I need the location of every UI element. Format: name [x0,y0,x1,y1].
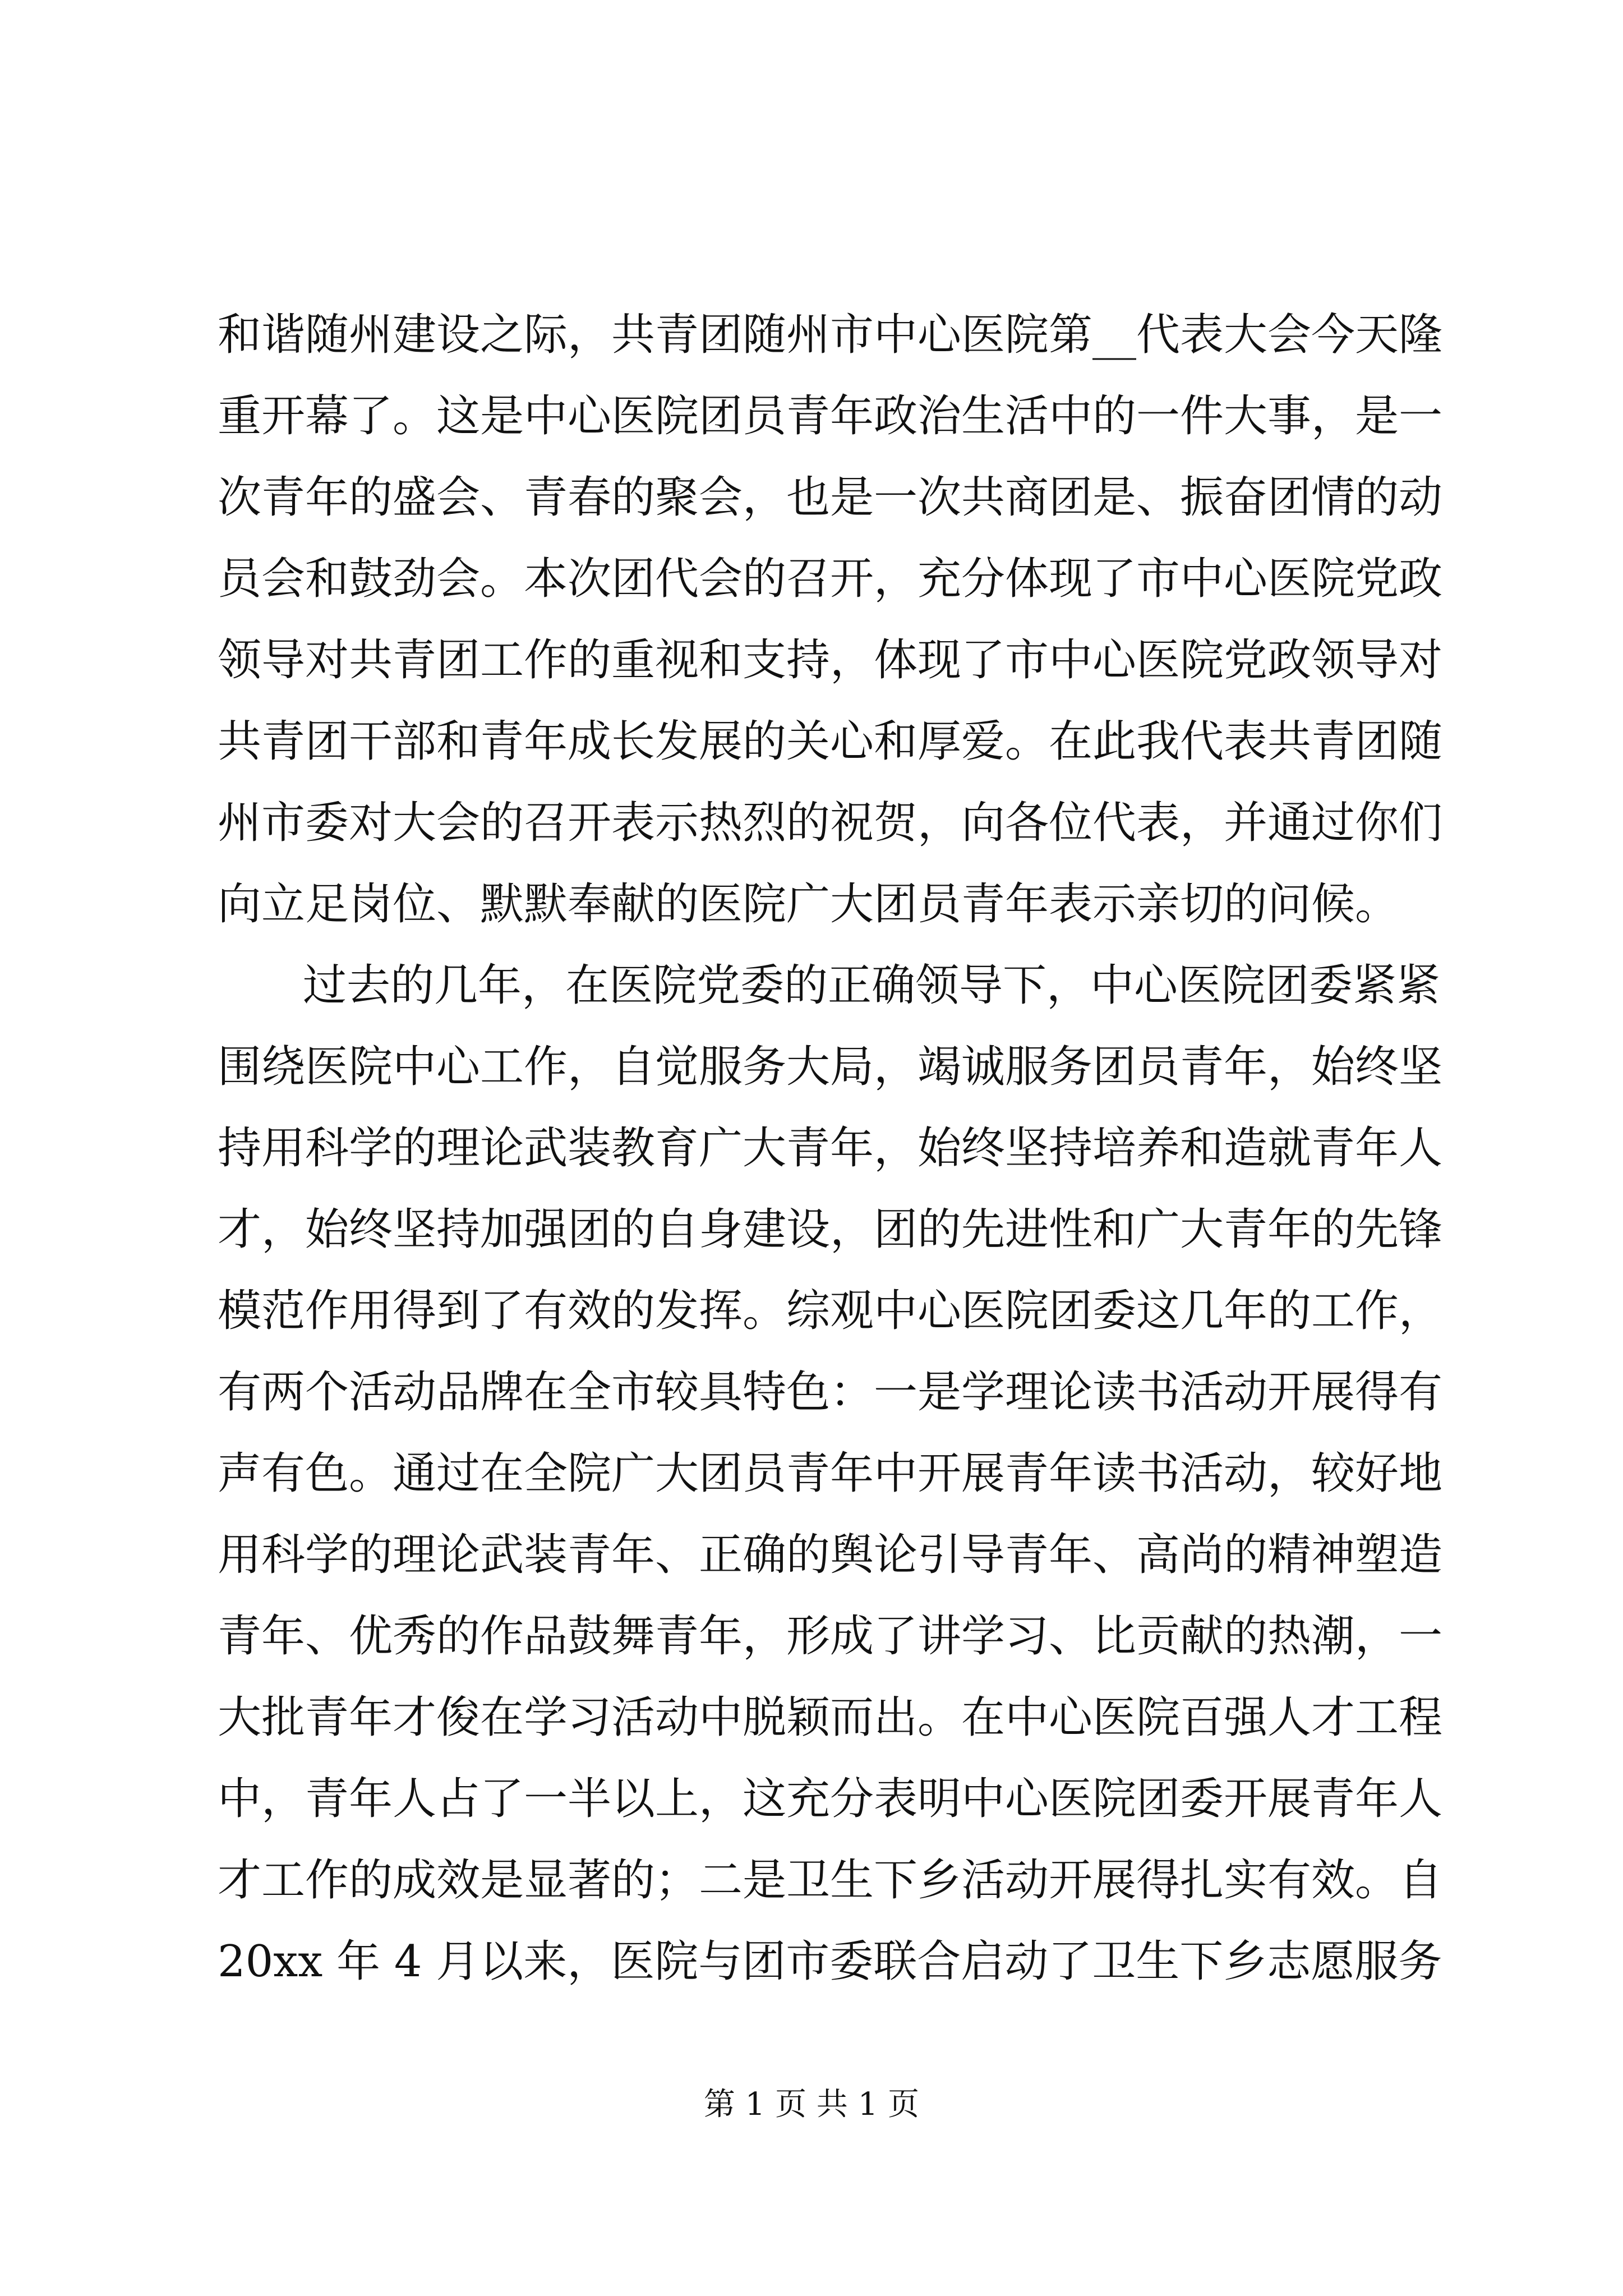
text-line: 青年、优秀的作品鼓舞青年，形成了讲学习、比贡献的热潮，一 [218,1611,1443,1662]
text-line: 领导对共青团工作的重视和支持，体现了市中心医院党政领导对 [218,635,1443,685]
document-body [218,295,1443,2003]
text-line: 用科学的理论武装青年、正确的舆论引导青年、高尚的精神塑造 [218,1530,1443,1580]
text-line: 和谐随州建设之际，共青团随州市中心医院第__代表大会今天隆 [218,310,1443,360]
text-line: 次青年的盛会、青春的聚会，也是一次共商团是、振奋团情的动 [218,472,1443,523]
text-line: 向立足岗位、默默奉献的医院广大团员青年表示亲切的问候。 [218,879,1399,930]
text-line: 才工作的成效是显著的；二是卫生下乡活动开展得扎实有效。自 [218,1855,1443,1906]
text-line: 大批青年才俊在学习活动中脱颖而出。在中心医院百强人才工程 [218,1692,1443,1743]
text-line: 中，青年人占了一半以上，这充分表明中心医院团委开展青年人 [218,1774,1443,1824]
text-line: 才，始终坚持加强团的自身建设，团的先进性和广大青年的先锋 [218,1204,1443,1255]
text-line: 州市委对大会的召开表示热烈的祝贺，向各位代表，并通过你们 [218,798,1443,848]
text-line: 共青团干部和青年成长发展的关心和厚爱。在此我代表共青团随 [218,716,1443,767]
text-line: 重开幕了。这是中心医院团员青年政治生活中的一件大事，是一 [218,391,1443,441]
text-line: 有两个活动品牌在全市较具特色：一是学理论读书活动开展得有 [218,1367,1443,1418]
text-line: 20xx 年 4 月以来，医院与团市委联合启动了卫生下乡志愿服务 [218,1936,1442,1987]
text-line: 员会和鼓劲会。本次团代会的召开，充分体现了市中心医院党政 [218,554,1443,604]
text-line: 过去的几年，在医院党委的正确领导下，中心医院团委紧紧 [303,960,1441,1011]
text-line: 持用科学的理论武装教育广大青年，始终坚持培养和造就青年人 [218,1123,1443,1174]
text-line: 模范作用得到了有效的发挥。综观中心医院团委这几年的工作， [218,1286,1443,1336]
page-footer: 第 1 页 共 1 页 [703,2086,920,2123]
text-line: 声有色。通过在全院广大团员青年中开展青年读书活动，较好地 [218,1448,1443,1499]
text-line: 围绕医院中心工作，自觉服务大局，竭诚服务团员青年，始终坚 [218,1042,1443,1092]
